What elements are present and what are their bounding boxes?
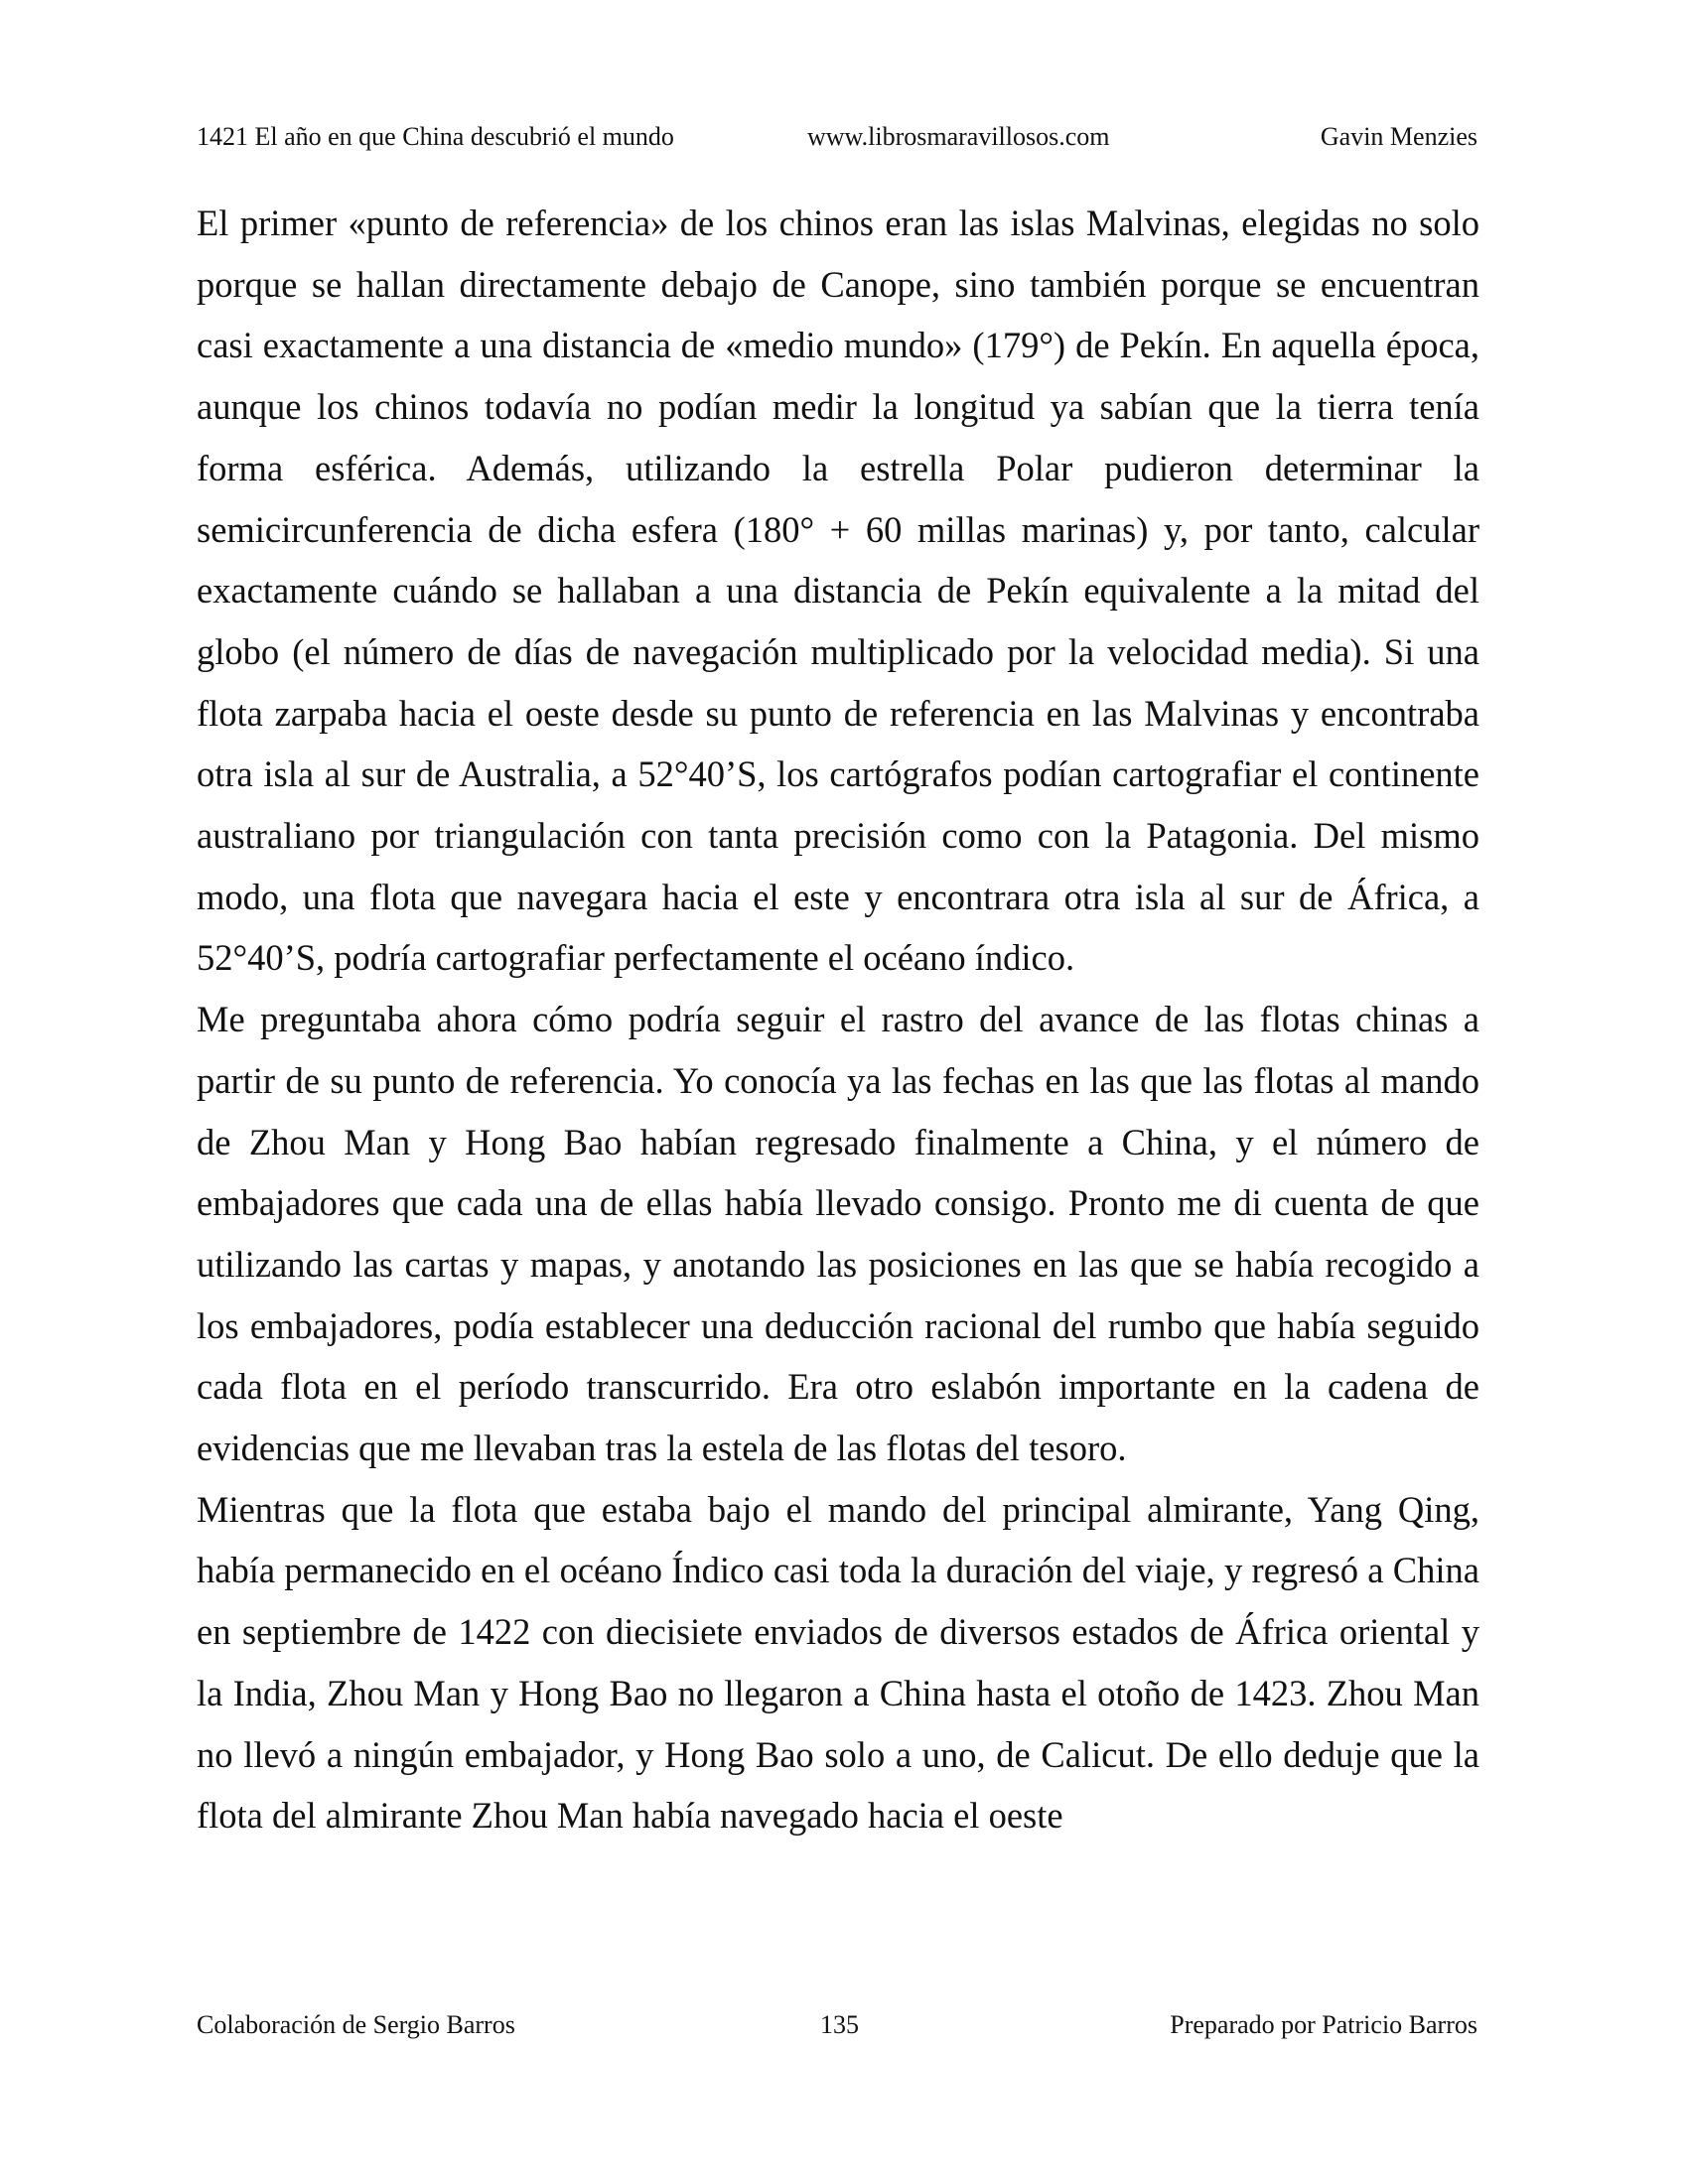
header-author: Gavin Menzies <box>1320 122 1477 151</box>
header-website: www.librosmaravillosos.com <box>807 122 1110 151</box>
page-header <box>197 117 1477 157</box>
footer-collaboration: Colaboración de Sergio Barros <box>197 2010 515 2039</box>
page-footer <box>197 2005 1477 2045</box>
paragraph: El primer «punto de referencia» de los chinos eran las islas Malvinas, elegidas no solo porque se hallan directamente debajo de Canope, sino también porque se encuentran casi exactamente a una distancia de «medio mundo» (179°) de Pekín. En aquella época, aunque los chinos todavía no podían medir la longitud ya sabían que la tierra tenía forma esférica. Además, utilizando la estrella Polar pudieron determinar la semicircunferencia de dicha esfera (180° + 60 millas marinas) y, por tanto, calcular exactamente cuándo se hallaban a una distancia de Pekín equivalente a la mitad del globo (el número de días de navegación multiplicado por la velocidad media). Si una flota zarpaba hacia el oeste desde su punto de referencia en las Malvinas y encontraba otra isla al sur de Australia, a 52°40’S, los cartógrafos podían cartografiar el continente australiano por triangulación con tanta precisión como con la Patagonia. Del mismo modo, una flota que navegara hacia el este y encontrara otra isla al sur de África, a 52°40’S, podría cartografiar perfectamente el océano índico. <box>197 203 1479 979</box>
paragraph: Mientras que la flota que estaba bajo el mando del principal almirante, Yang Qing, había permanecido en el océano Índico casi toda la duración del viaje, y regresó a China en septiembre de 1422 con diecisiete enviados de diversos estados de África oriental y la India, Zhou Man y Hong Bao no llegaron a China hasta el otoño de 1423. Zhou Man no llevó a ningún embajador, y Hong Bao solo a uno, de Calicut. De ello deduje que la flota del almirante Zhou Man había navegado hacia el oeste <box>197 1488 1479 1837</box>
footer-prepared-by: Preparado por Patricio Barros <box>1170 2010 1477 2039</box>
paragraph: Me preguntaba ahora cómo podría seguir el rastro del avance de las flotas chinas a partir de su punto de referencia. Yo conocía ya las fechas en las que las flotas al mando de Zhou Man y Hong Bao habían regresado finalmente a China, y el número de embajadores que cada una de ellas había llevado consigo. Pronto me di cuenta de que utilizando las cartas y mapas, y anotando las posiciones en las que se había recogido a los embajadores, podía establecer una deducción racional del rumbo que había seguido cada flota en el período transcurrido. Era otro eslabón importante en la cadena de evidencias que me llevaban tras la estela de las flotas del tesoro. <box>197 999 1479 1469</box>
page-number: 135 <box>820 2010 859 2039</box>
page-body <box>197 193 1479 1846</box>
header-book-title: 1421 El año en que China descubrió el mundo <box>197 122 674 151</box>
